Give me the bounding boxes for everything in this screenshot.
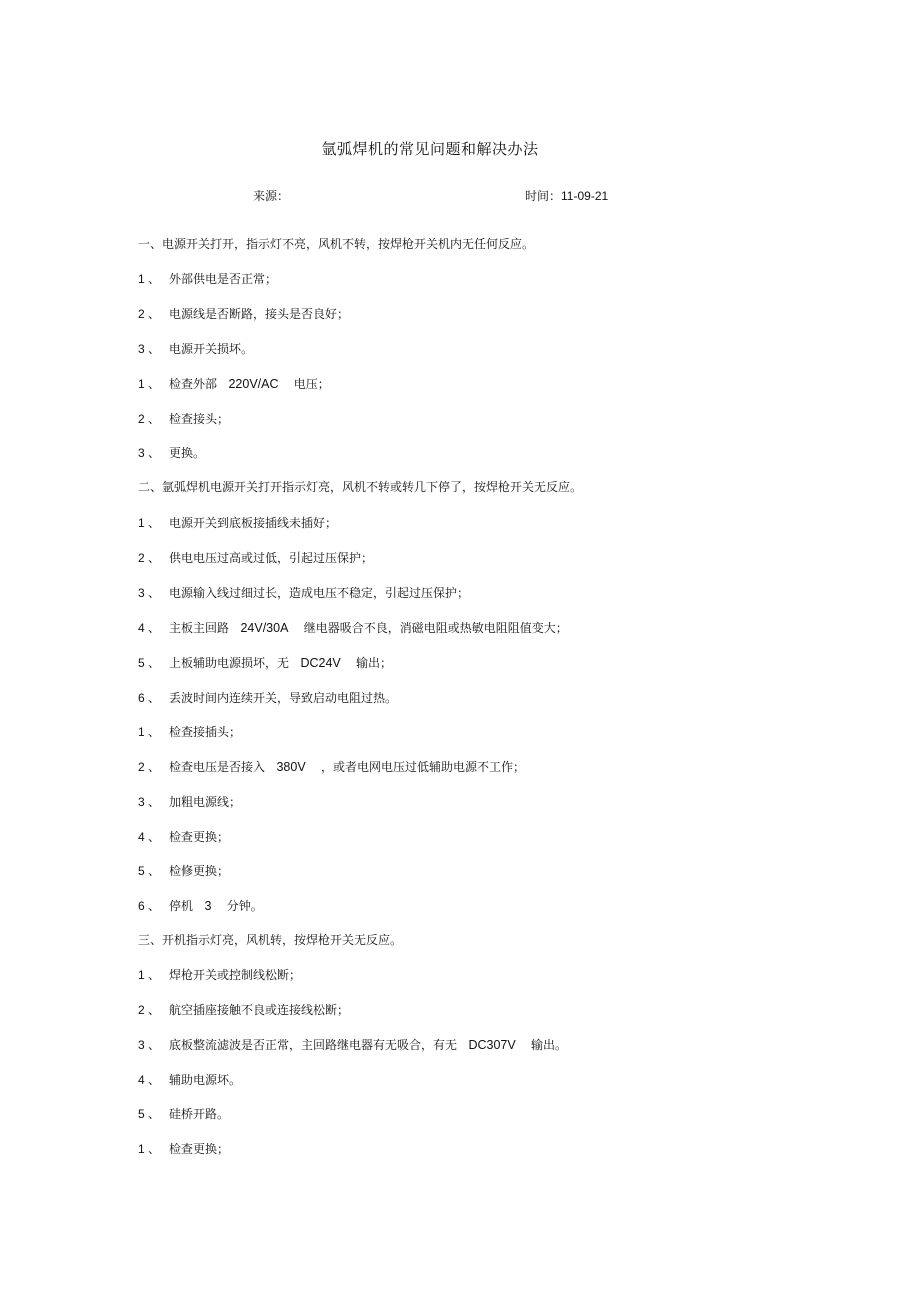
list-item [138, 1001, 349, 1018]
list-item [138, 584, 469, 601]
list-item [138, 549, 373, 566]
list-item [138, 966, 301, 983]
list-index: 4 、 [138, 621, 161, 635]
list-index: 1 、 [138, 968, 161, 982]
line-text: 二、氩弧焊机电源开关打开指示灯亮，风机不转或转几下停了，按焊枪开关无反应。 [138, 480, 583, 494]
line-text-post: 继电器吸合不良，消磁电阻或热敏电阻阻值变大； [303, 621, 568, 635]
list-item [138, 270, 277, 287]
list-item [138, 410, 229, 427]
list-item [138, 1140, 229, 1157]
line-text: 电源开关损坏。 [169, 342, 254, 356]
line-text: 电源线是否断路，接头是否良好； [169, 307, 350, 321]
line-text-pre: 主板主回路 [169, 621, 230, 635]
list-item [138, 689, 397, 706]
list-index: 5 、 [138, 864, 161, 878]
list-index: 3 、 [138, 795, 161, 809]
list-index: 1 、 [138, 272, 161, 286]
line-text-post: 电压； [293, 377, 330, 391]
line-text: 电源开关到底板接插线未插好； [169, 516, 338, 530]
list-index: 2 、 [138, 760, 161, 774]
list-index: 2 、 [138, 551, 161, 565]
document-title: 氩弧焊机的常见问题和解决办法 [321, 140, 539, 158]
list-index: 2 、 [138, 307, 161, 321]
list-index: 6 、 [138, 691, 161, 705]
line-text-post: 输出； [356, 656, 393, 670]
list-index: 3 、 [138, 446, 161, 460]
list-item [138, 444, 205, 461]
list-index: 2 、 [138, 412, 161, 426]
list-item [138, 1036, 567, 1053]
list-item [138, 340, 253, 357]
list-index: 1 、 [138, 377, 161, 391]
source-label: 来源： [253, 189, 290, 203]
list-item [138, 862, 229, 879]
line-text: 检查接头； [169, 412, 230, 426]
line-text-pre: 停机 [169, 899, 194, 913]
line-text: 辅助电源坏。 [169, 1073, 242, 1087]
line-text-value: 3 [204, 899, 212, 913]
line-text: 一、电源开关打开，指示灯不亮，风机不转，按焊枪开关机内无任何反应。 [138, 237, 535, 251]
line-text: 外部供电是否正常； [169, 272, 278, 286]
line-text-pre: 检查外部 [169, 377, 218, 391]
list-item [138, 723, 241, 740]
line-text-value: 24V/30A [240, 621, 289, 635]
list-item [138, 897, 263, 914]
line-text: 检查接插头； [169, 725, 242, 739]
list-item [138, 1105, 229, 1122]
line-text-value: DC24V [300, 656, 341, 670]
list-index: 1 、 [138, 725, 161, 739]
line-text-post: 输出。 [530, 1038, 567, 1052]
line-text: 航空插座接触不良或连接线松断； [169, 1003, 350, 1017]
list-item [138, 758, 525, 775]
section-heading [138, 931, 402, 948]
list-item [138, 619, 568, 636]
time-label: 时间： [525, 189, 562, 203]
line-text-pre: 检查电压是否接入 [169, 760, 266, 774]
line-text: 加粗电源线； [169, 795, 242, 809]
list-index: 1 、 [138, 1142, 161, 1156]
line-text-value: 380V [276, 760, 306, 774]
time-value: 11-09-21 [561, 189, 609, 203]
list-index: 3 、 [138, 1038, 161, 1052]
list-index: 5 、 [138, 656, 161, 670]
list-item [138, 1071, 241, 1088]
list-item [138, 305, 349, 322]
section-heading [138, 478, 582, 495]
line-text: 丢波时间内连续开关，导致启动电阻过热。 [169, 691, 398, 705]
line-text-pre: 上板辅助电源损坏，无 [169, 656, 290, 670]
line-text: 检查更换； [169, 1142, 230, 1156]
line-text: 检查更换； [169, 830, 230, 844]
line-text: 焊枪开关或控制线松断； [169, 968, 302, 982]
list-item [138, 375, 330, 392]
line-text: 三、开机指示灯亮，风机转，按焊枪开关无反应。 [138, 933, 403, 947]
list-index: 4 、 [138, 830, 161, 844]
section-heading [138, 235, 534, 252]
list-index: 3 、 [138, 586, 161, 600]
list-index: 3 、 [138, 342, 161, 356]
list-item [138, 793, 241, 810]
line-text: 更换。 [169, 446, 206, 460]
list-index: 5 、 [138, 1107, 161, 1121]
line-text-pre: 底板整流滤波是否正常，主回路继电器有无吸合，有无 [169, 1038, 458, 1052]
list-index: 4 、 [138, 1073, 161, 1087]
line-text: 检修更换； [169, 864, 230, 878]
list-index: 2 、 [138, 1003, 161, 1017]
line-text-value: DC307V [468, 1038, 516, 1052]
list-item [138, 828, 229, 845]
list-index: 1 、 [138, 516, 161, 530]
list-index: 6 、 [138, 899, 161, 913]
line-text: 电源输入线过细过长，造成电压不稳定，引起过压保护； [169, 586, 470, 600]
line-text-post: 分钟。 [226, 899, 263, 913]
line-text-value: 220V/AC [228, 377, 279, 391]
list-item [138, 514, 337, 531]
list-item [138, 654, 392, 671]
line-text-post: ，或者电网电压过低辅助电源不工作； [320, 760, 525, 774]
line-text: 硅桥开路。 [169, 1107, 230, 1121]
line-text: 供电电压过高或过低，引起过压保护； [169, 551, 374, 565]
time-meta [525, 187, 608, 204]
